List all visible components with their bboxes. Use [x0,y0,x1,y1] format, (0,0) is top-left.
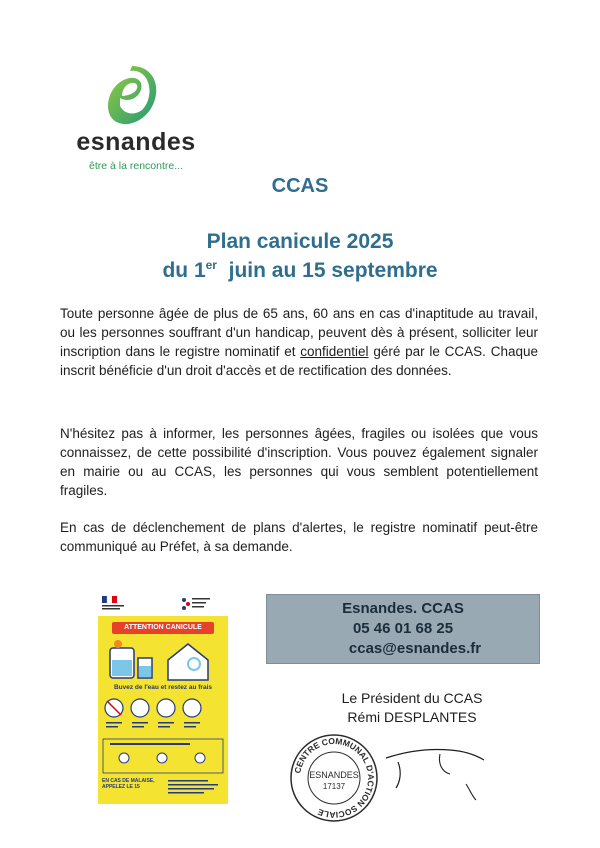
esnandes-logo-icon [104,62,160,128]
official-stamp-icon [288,732,380,824]
contact-email: ccas@esnandes.fr [348,640,482,657]
plan-title: Plan canicule 2025 [206,230,394,253]
logo-tagline: être à la rencontre... [89,160,183,172]
signatory-name: Rémi DESPLANTES [347,709,477,725]
plan-dates [0,258,600,283]
water-and-house-icon [102,638,224,684]
paragraph-prefect: En cas de déclenchement de plans d'alertes, le registre nominatif peut-être communiqué au Préfet, à sa demande. [60,520,538,554]
stamp-ring-text: CENTRE COMMUNAL D'ACTION SOCIALE [292,735,377,821]
paragraph-inform: N'hésitez pas à informer, les personnes âgées, fragiles ou isolées que vous connaissez, de cette possibilité d'inscription. Vous pouvez également signaler en mairie ou au CCAS, les personnes qui vous semblent potentiellement fragiles. [60,426,538,498]
org-title: CCAS [271,175,329,197]
logo-name: esnandes [76,128,196,156]
paragraph-eligibility [60,304,538,380]
contact-box [266,594,540,664]
confidential-underlined: confidentiel [300,344,369,359]
barrier-gestures-icon [102,738,224,774]
dates-superscript: er [205,258,217,272]
contact-phone: 05 46 01 68 25 [352,620,454,637]
paragraph-eligibility-text-a: Toute personne âgée de plus de 65 ans, 60 ans en cas d'inaptitude au travail, ou les personnes souffrant d'un handicap, peuvent dès à présent, solliciter leur inscription dans le registre nominatif et [60,306,538,359]
dates-suffix: juin au 15 septembre [216,259,438,282]
stamp-center-text: ESNANDES [309,770,359,780]
signatory-role: Le Président du CCAS [341,690,483,706]
poster-banner: ATTENTION CANICULE [112,622,214,634]
poster-footer-text-icon [168,778,224,796]
poster-yellow-panel [98,616,228,804]
contact-org: Esnandes. CCAS [342,600,464,617]
dates-prefix: du 1 [162,259,206,282]
paragraph-eligibility-text-b: géré par le CCAS. Chaque inscrit bénéficie d'un droit d'accès et de rectification des données. [60,344,538,378]
poster-header-logos-icon [92,592,236,616]
stamp-code-text: 17137 [322,782,346,791]
handwritten-signature-icon [380,738,490,806]
poster-emergency-note: EN CAS DE MALAISE, APPELEZ LE 15 [102,778,155,790]
heatwave-poster [92,592,236,804]
advice-pictograms-icon [102,696,224,734]
poster-subtitle: Buvez de l'eau et restez au frais [113,684,212,691]
